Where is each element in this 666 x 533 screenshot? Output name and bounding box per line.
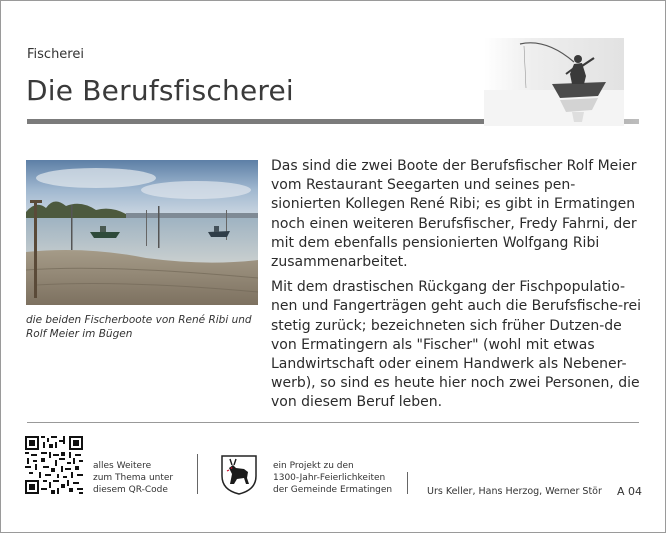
category-label: Fischerei [27,47,84,62]
photo-caption: die beiden Fischerboote von René Ribi und Rolf Meier im Bügen [26,314,252,340]
project-note: ein Projekt zu den 1300-Jahr-Feierlichkeiten der Gemeinde Ermatingen [273,461,393,495]
lake-photo [26,160,258,305]
paragraph-2: Mit dem drastischen Rückgang der Fischpopulatio-nen und Fangerträgen geht auch die Berufsfische-rei stetig zurück; bezeichneten sich früher Dutzen-de von Ermatingern als "Fischer" (wohl mit etwas Landwirtschaft oder einem Handwerk als Nebener-werb), so sind es heute hier noch zwei Personen, die von diesem Beruf leben. [271,279,642,411]
ermatingen-coat-of-arms-icon [220,454,258,496]
footer-separator [197,454,198,494]
paragraph-1: Das sind die zwei Boote der Berufsfischer Rolf Meier vom Restaurant Seegarten und seines pen-sionierten Kollegen René Ribi; es gibt in Ermatingen noch einen weiteren Berufsfischer, Fredy Fahrni, der mit dem ebenfalls pensionierten Wolfgang Ribi zusammenarbeitet. [271,158,637,271]
footer-divider [27,422,639,423]
article-body [271,157,641,419]
page-code: A 04 [617,485,643,498]
authors: Urs Keller, Hans Herzog, Werner Stör [427,486,602,497]
page-title: Die Berufsfischerei [26,74,294,107]
qr-code-icon[interactable] [25,436,83,494]
fisherman-silhouette-icon [484,38,624,126]
footer-separator-2 [407,472,408,494]
qr-hint: alles Weitere zum Thema unter diesem QR-Code [93,461,174,495]
